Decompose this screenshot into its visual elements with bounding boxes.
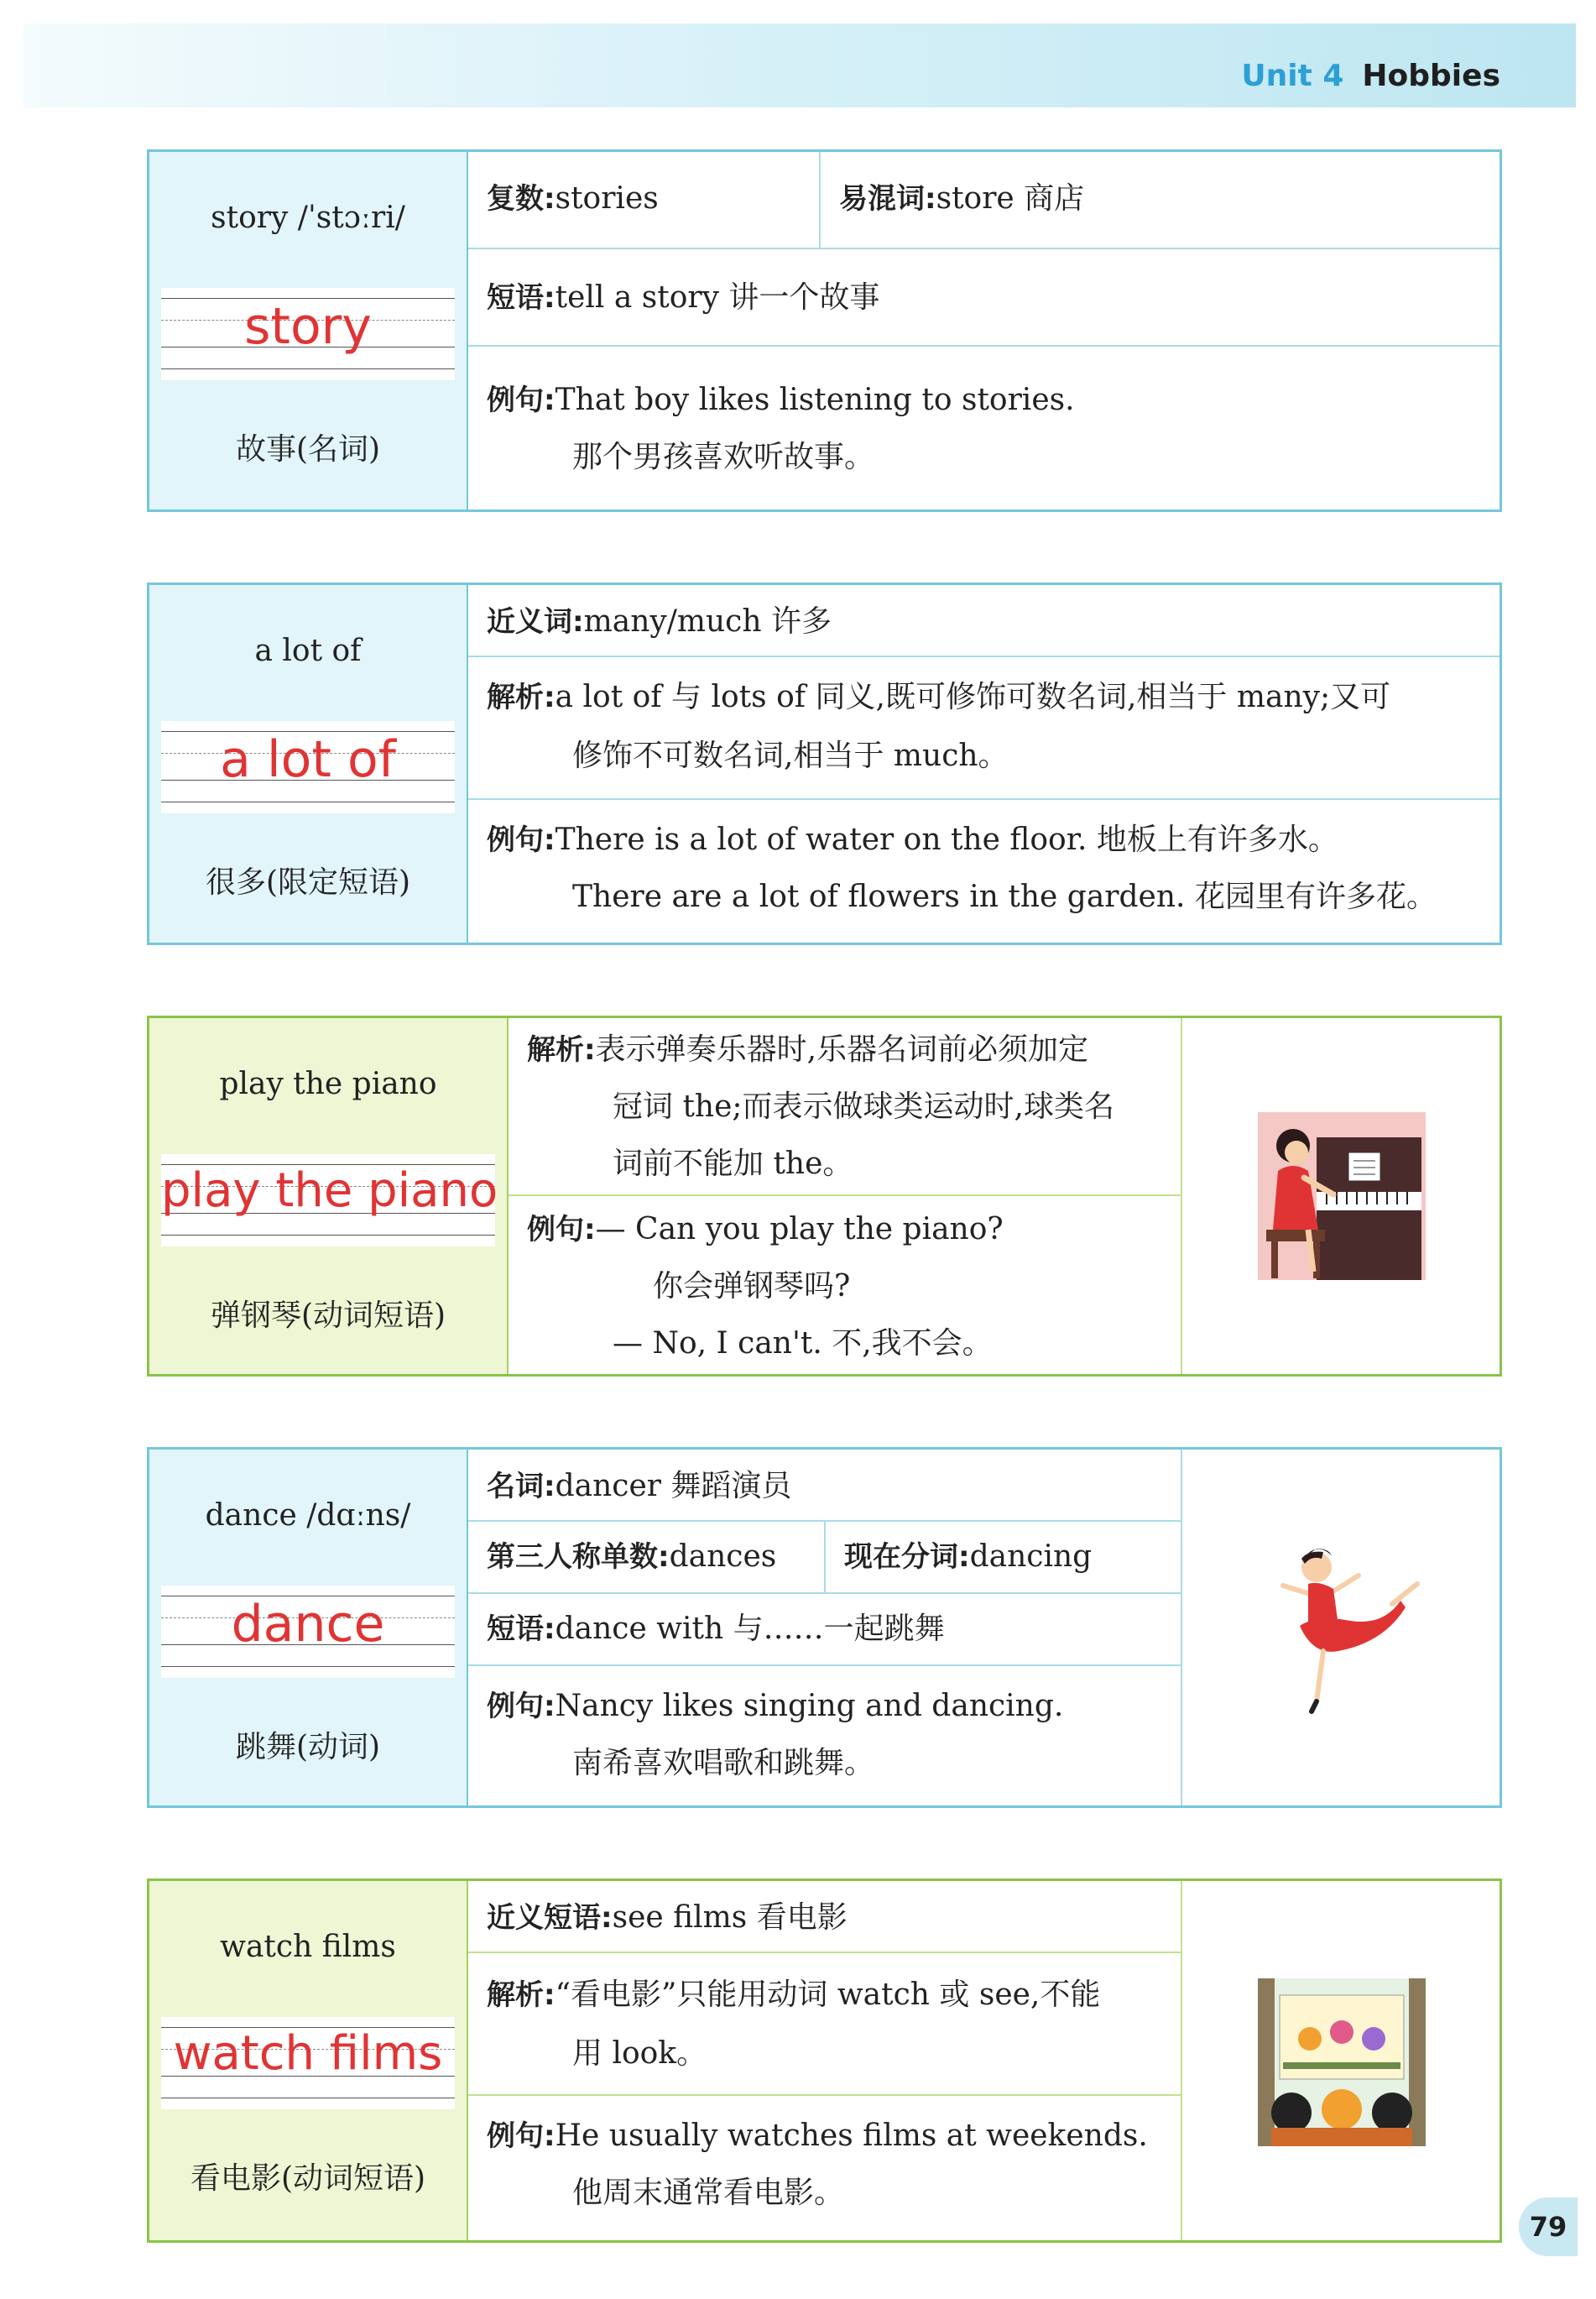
note-text: tell a story 讲一个故事 (555, 280, 880, 315)
note-row (468, 2096, 1181, 2240)
headword: story /ˈstɔːri/ (211, 201, 405, 235)
handwriting-sample: watch films (173, 2026, 443, 2081)
handwriting-lines (161, 1586, 455, 1678)
note-text: “看电影”只能用动词 watch 或 see,不能 (555, 1978, 1101, 2012)
page-number: 79 (1519, 2197, 1578, 2256)
vocab-card-watch-films (147, 1878, 1502, 2243)
handwriting-lines (161, 721, 455, 813)
note-row (468, 585, 1500, 657)
note-row (468, 152, 1500, 249)
note-label: 例句: (487, 823, 555, 857)
word-meaning: 故事(名词) (235, 432, 381, 467)
note-text: There is a lot of water on the floor. 地板上有许多水。 (555, 823, 1338, 857)
word-meaning: 看电影(动词短语) (190, 2161, 426, 2196)
notes-panel (468, 585, 1500, 943)
note-label: 易混词: (839, 182, 936, 216)
handwriting-sample: dance (231, 1595, 385, 1654)
note-row (468, 1594, 1181, 1666)
page-header (23, 24, 1576, 107)
note-row (468, 1953, 1181, 2096)
note-label: 短语: (487, 281, 555, 315)
handwriting-sample: a lot of (220, 730, 396, 789)
word-panel (149, 1018, 509, 1374)
unit-title (1241, 59, 1500, 93)
note-text: 他周末通常看电影。 (572, 2176, 845, 2210)
note-text: dancer 舞蹈演员 (555, 1469, 792, 1503)
notes-panel (509, 1018, 1181, 1374)
note-row (468, 1450, 1181, 1522)
piano-girl-illustration (1258, 1112, 1426, 1280)
note-row (468, 800, 1500, 943)
note-label: 解析: (487, 681, 555, 714)
vocab-card-a-lot-of (147, 583, 1502, 945)
note-text: 表示弹奏乐器时,乐器名词前必须加定 (595, 1032, 1089, 1067)
headword: a lot of (254, 634, 362, 668)
note-text: 冠词 the;而表示做球类运动时,球类名 (613, 1089, 1114, 1124)
note-text: He usually watches films at weekends. (555, 2119, 1148, 2153)
note-row (468, 1522, 1181, 1594)
note-row (509, 1018, 1181, 1196)
note-label: 例句: (487, 2119, 555, 2153)
word-panel (149, 152, 468, 509)
note-row (468, 1666, 1181, 1805)
dancer-illustration (1258, 1534, 1426, 1718)
note-label: 例句: (487, 384, 555, 417)
note-text: 用 look。 (572, 2036, 707, 2071)
unit-topic: Hobbies (1362, 59, 1500, 93)
note-text: see films 看电影 (612, 1900, 848, 1935)
word-panel (149, 585, 468, 943)
headword: watch films (220, 1930, 396, 1964)
vocab-card-dance (147, 1447, 1502, 1808)
headword: dance /dɑːns/ (205, 1498, 411, 1533)
note-label: 解析: (487, 1978, 555, 2012)
note-text: — Can you play the piano? (595, 1212, 1004, 1246)
note-text: That boy likes listening to stories. (555, 383, 1075, 417)
headword: play the piano (219, 1067, 437, 1101)
note-text: 南希喜欢唱歌和跳舞。 (572, 1746, 875, 1780)
note-text: dance with 与……一起跳舞 (555, 1612, 945, 1646)
note-text: 你会弹钢琴吗? (653, 1269, 851, 1304)
illustration-panel (1181, 1018, 1500, 1374)
illustration-panel (1181, 1881, 1500, 2240)
note-row (468, 1881, 1181, 1953)
note-text: 那个男孩喜欢听故事。 (572, 440, 875, 474)
note-row (509, 1196, 1181, 1374)
notes-panel (468, 1450, 1181, 1805)
note-text: Nancy likes singing and dancing. (555, 1689, 1064, 1723)
notes-panel (468, 152, 1500, 509)
word-panel (149, 1450, 468, 1805)
note-label: 解析: (527, 1033, 596, 1067)
handwriting-sample: play the piano (161, 1163, 498, 1218)
handwriting-sample: story (244, 297, 372, 356)
note-text: many/much 许多 (583, 604, 832, 639)
vocab-card-story (147, 149, 1502, 512)
unit-label: Unit 4 (1241, 59, 1344, 93)
note-row (468, 249, 1500, 347)
vocab-card-play-the-piano (147, 1016, 1502, 1377)
note-text: 修饰不可数名词,相当于 much。 (572, 739, 1009, 773)
note-label: 复数: (487, 182, 555, 216)
word-panel (149, 1881, 468, 2240)
note-label: 近义词: (487, 605, 584, 639)
note-text: dancing (969, 1539, 1093, 1574)
note-text: There are a lot of flowers in the garden. 花园里有许多花。 (572, 880, 1437, 914)
note-label: 现在分词: (844, 1540, 970, 1574)
word-meaning: 弹钢琴(动词短语) (210, 1298, 446, 1333)
note-label: 第三人称单数: (487, 1540, 670, 1574)
handwriting-lines (161, 288, 455, 380)
word-meaning: 跳舞(动词) (235, 1730, 381, 1764)
notes-panel (468, 1881, 1181, 2240)
note-label: 名词: (487, 1470, 555, 1503)
illustration-panel (1181, 1450, 1500, 1805)
handwriting-lines (161, 2017, 455, 2109)
cinema-illustration (1258, 1978, 1426, 2146)
note-label: 例句: (487, 1690, 555, 1723)
note-text: 词前不能加 the。 (613, 1147, 853, 1181)
note-text: store 商店 (936, 181, 1085, 216)
note-label: 短语: (487, 1612, 555, 1646)
handwriting-lines (161, 1154, 498, 1246)
note-label: 例句: (527, 1213, 596, 1246)
note-text: stories (555, 181, 659, 216)
note-row (468, 347, 1500, 509)
note-text: dances (669, 1539, 777, 1574)
note-text: — No, I can't. 不,我不会。 (613, 1326, 993, 1361)
note-row (468, 657, 1500, 800)
note-text: a lot of 与 lots of 同义,既可修饰可数名词,相当于 many;又可 (555, 680, 1391, 714)
word-meaning: 很多(限定短语) (205, 865, 411, 900)
note-label: 近义短语: (487, 1901, 613, 1935)
